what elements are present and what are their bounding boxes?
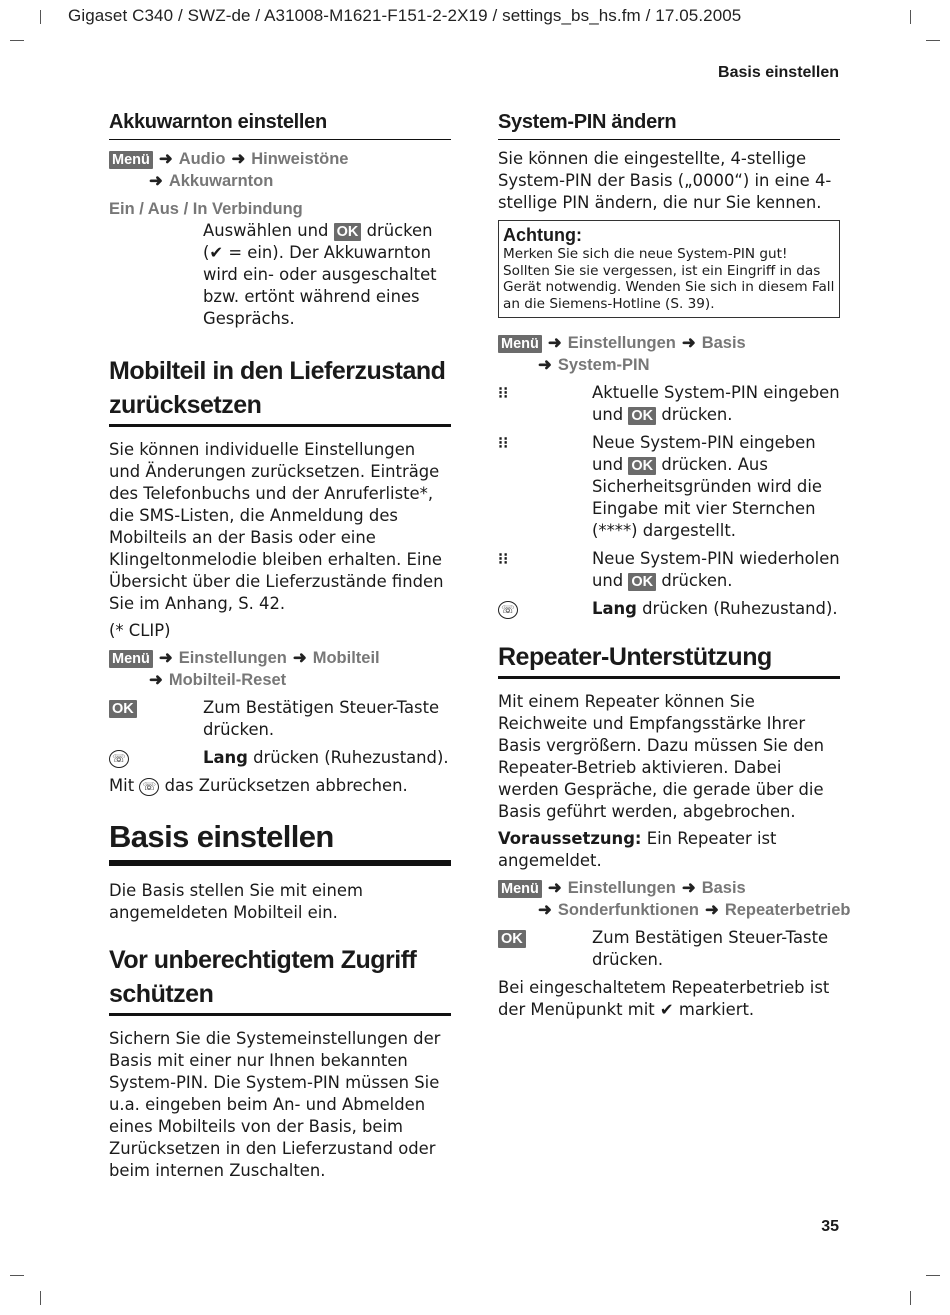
text: drücken (366, 221, 433, 240)
reset-paragraph: Sie können individuelle Einstellungen und Änderungen zurücksetzen. Einträge des Telefonbuchs und der Anruferliste*, die SMS-Listen, die Anmeldung des Mobilteils an der Basis oder eine Klingeltonmelodie bleiben erhalten. Eine Übersicht über die Lieferzustände finden Sie im Anhang, S. 42. (109, 440, 444, 613)
warning-text: Merken Sie sich die neue System-PIN gut! Sollten Sie sie vergessen, ist ein Eingriff in das Gerät notwendig. Wenden Sie sich in diesem Fall an die Siemens-Hotline (S. 39). (503, 246, 835, 312)
menu-path-reset (109, 647, 451, 691)
text: Auswählen und (203, 221, 329, 240)
requirement (498, 828, 840, 872)
ok-key: OK (109, 700, 137, 718)
arrow-icon: ➜ (681, 334, 696, 352)
menu-item: Sonderfunktionen (557, 901, 699, 919)
text: Ein Repeater ist angemeldet. (498, 829, 777, 870)
end-call-icon: ☏ (109, 750, 129, 768)
text: drücken. (661, 571, 733, 590)
crop-mark (910, 10, 911, 24)
akku-description (109, 220, 451, 330)
menu-item: Mobilteil (312, 649, 380, 667)
text: Mit (109, 776, 135, 795)
arrow-icon: ➜ (547, 879, 562, 897)
left-column (109, 108, 451, 1187)
ok-key: OK (628, 457, 656, 475)
menu-item: Einstellungen (567, 334, 676, 352)
step-new-pin (498, 432, 840, 542)
step-lang (498, 598, 840, 620)
crop-mark (910, 1291, 911, 1305)
menu-item: Basis (701, 879, 746, 897)
final-note (498, 977, 840, 1021)
crop-mark (40, 1291, 41, 1305)
menu-key: Menü (109, 650, 153, 668)
section-title-pin: System-PIN ändern (498, 108, 840, 140)
step-repeat-pin (498, 548, 840, 592)
arrow-icon: ➜ (149, 172, 163, 190)
ok-key: OK (628, 573, 656, 591)
section-title-zugriff: Vor unberechtigtem Zugriff schützen (109, 943, 451, 1016)
arrow-icon: ➜ (705, 901, 719, 919)
section-title-reset: Mobilteil in den Lieferzustand zurücksetzen (109, 354, 451, 427)
arrow-icon: ➜ (149, 671, 163, 689)
menu-path-pin (498, 332, 840, 376)
text: Neue System-PIN eingeben und (592, 433, 816, 474)
menu-item: Hinweistöne (251, 150, 349, 168)
menu-item: Basis (701, 334, 746, 352)
options-line: Ein / Aus / In Verbindung (109, 200, 303, 218)
arrow-icon: ➜ (231, 150, 246, 168)
crop-mark (10, 1275, 24, 1276)
running-head: Basis einstellen (718, 64, 839, 81)
repeater-paragraph: Mit einem Repeater können Sie Reichweite und Empfangsstärke Ihrer Basis vergrößern. Dazu müssen Sie den Repeater-Betrieb aktivieren. Dabei werden Gespräche, die gerade über die Basis geführt werden, abgebrochen. (498, 692, 824, 821)
crop-mark (926, 40, 940, 41)
arrow-icon: ➜ (538, 356, 552, 374)
text: Voraussetzung: (498, 829, 642, 848)
menu-item: Akkuwarnton (168, 172, 274, 190)
clip-note: (* CLIP) (109, 621, 171, 640)
end-call-icon: ☏ (139, 778, 159, 796)
text: Neue System-PIN wiederholen und (592, 549, 840, 590)
menu-item: System-PIN (557, 356, 650, 374)
crop-mark (10, 40, 24, 41)
menu-item: Mobilteil-Reset (168, 671, 287, 689)
arrow-icon: ➜ (538, 901, 552, 919)
page-number: 35 (821, 1218, 839, 1235)
ok-key: OK (334, 223, 362, 241)
menu-item: Audio (178, 150, 226, 168)
right-column (498, 108, 851, 1026)
checkmark-icon: ✔ (659, 1000, 674, 1019)
menu-item: Einstellungen (178, 649, 287, 667)
text: drücken. (661, 405, 733, 424)
menu-path-akkuwarnton (109, 148, 451, 192)
step-current-pin (498, 382, 840, 426)
step-text: Zum Bestätigen Steuer-Taste drücken. (592, 928, 829, 969)
text: Lang (592, 599, 637, 618)
arrow-icon: ➜ (681, 879, 696, 897)
step-text: Zum Bestätigen Steuer-Taste drücken. (203, 698, 440, 739)
menu-key: Menü (498, 335, 542, 353)
arrow-icon: ➜ (158, 649, 173, 667)
text: markiert. (678, 1000, 755, 1019)
arrow-icon: ➜ (158, 150, 173, 168)
menu-key: Menü (109, 151, 153, 169)
text: drücken (Ruhezustand). (253, 748, 449, 767)
crop-mark (926, 1275, 940, 1276)
step-ok (498, 927, 840, 971)
keypad-icon: ⁝⁝ (498, 549, 509, 568)
menu-key: Menü (498, 880, 542, 898)
keypad-icon: ⁝⁝ (498, 383, 509, 402)
section-title-akkuwarnton: Akkuwarnton einstellen (109, 108, 451, 140)
warning-box (498, 220, 840, 318)
step-ok (109, 697, 451, 741)
menu-path-repeater (498, 877, 851, 921)
chapter-title: Basis einstellen (109, 816, 451, 866)
keypad-icon: ⁝⁝ (498, 433, 509, 452)
ok-key: OK (628, 407, 656, 425)
menu-item: Repeaterbetrieb (724, 901, 851, 919)
ok-key: OK (498, 930, 526, 948)
basis-paragraph: Die Basis stellen Sie mit einem angemeldeten Mobilteil ein. (109, 881, 363, 922)
text: drücken (Ruhezustand). (642, 599, 838, 618)
text: (✔ = ein). Der Akkuwarnton wird ein- oder ausgeschaltet bzw. ertönt während eines Gesprächs. (203, 243, 437, 328)
text: Aktuelle System-PIN eingeben und (592, 383, 840, 424)
crop-mark (40, 10, 41, 24)
arrow-icon: ➜ (547, 334, 562, 352)
section-title-repeater: Repeater-Unterstützung (498, 640, 840, 679)
menu-item: Einstellungen (567, 879, 676, 897)
text: Lang (203, 748, 248, 767)
zugriff-paragraph: Sichern Sie die Systemeinstellungen der Basis mit einer nur Ihnen bekannten System-PIN. Die System-PIN müssen Sie u.a. eingeben beim An- und Abmelden eines Mobilteils von der Basis, beim Zurücksetzen in den Lieferzustand oder beim internen Zuschalten. (109, 1029, 441, 1180)
cancel-note (109, 775, 451, 797)
warning-title: Achtung: (503, 225, 582, 245)
step-lang (109, 747, 451, 769)
file-info-line: Gigaset C340 / SWZ-de / A31008-M1621-F151-2-2X19 / settings_bs_hs.fm / 17.05.2005 (68, 6, 742, 25)
end-call-icon: ☏ (498, 601, 518, 619)
pin-paragraph: Sie können die eingestellte, 4-stellige System-PIN der Basis („0000“) in eine 4-stellige PIN ändern, die nur Sie kennen. (498, 149, 832, 212)
text: drücken. Aus Sicherheitsgründen wird die Eingabe mit vier Sternchen (****) dargestellt. (592, 455, 822, 540)
text: Bei eingeschaltetem Repeaterbetrieb ist der Menüpunkt mit (498, 978, 830, 1019)
text: das Zurücksetzen abbrechen. (164, 776, 408, 795)
arrow-icon: ➜ (292, 649, 307, 667)
